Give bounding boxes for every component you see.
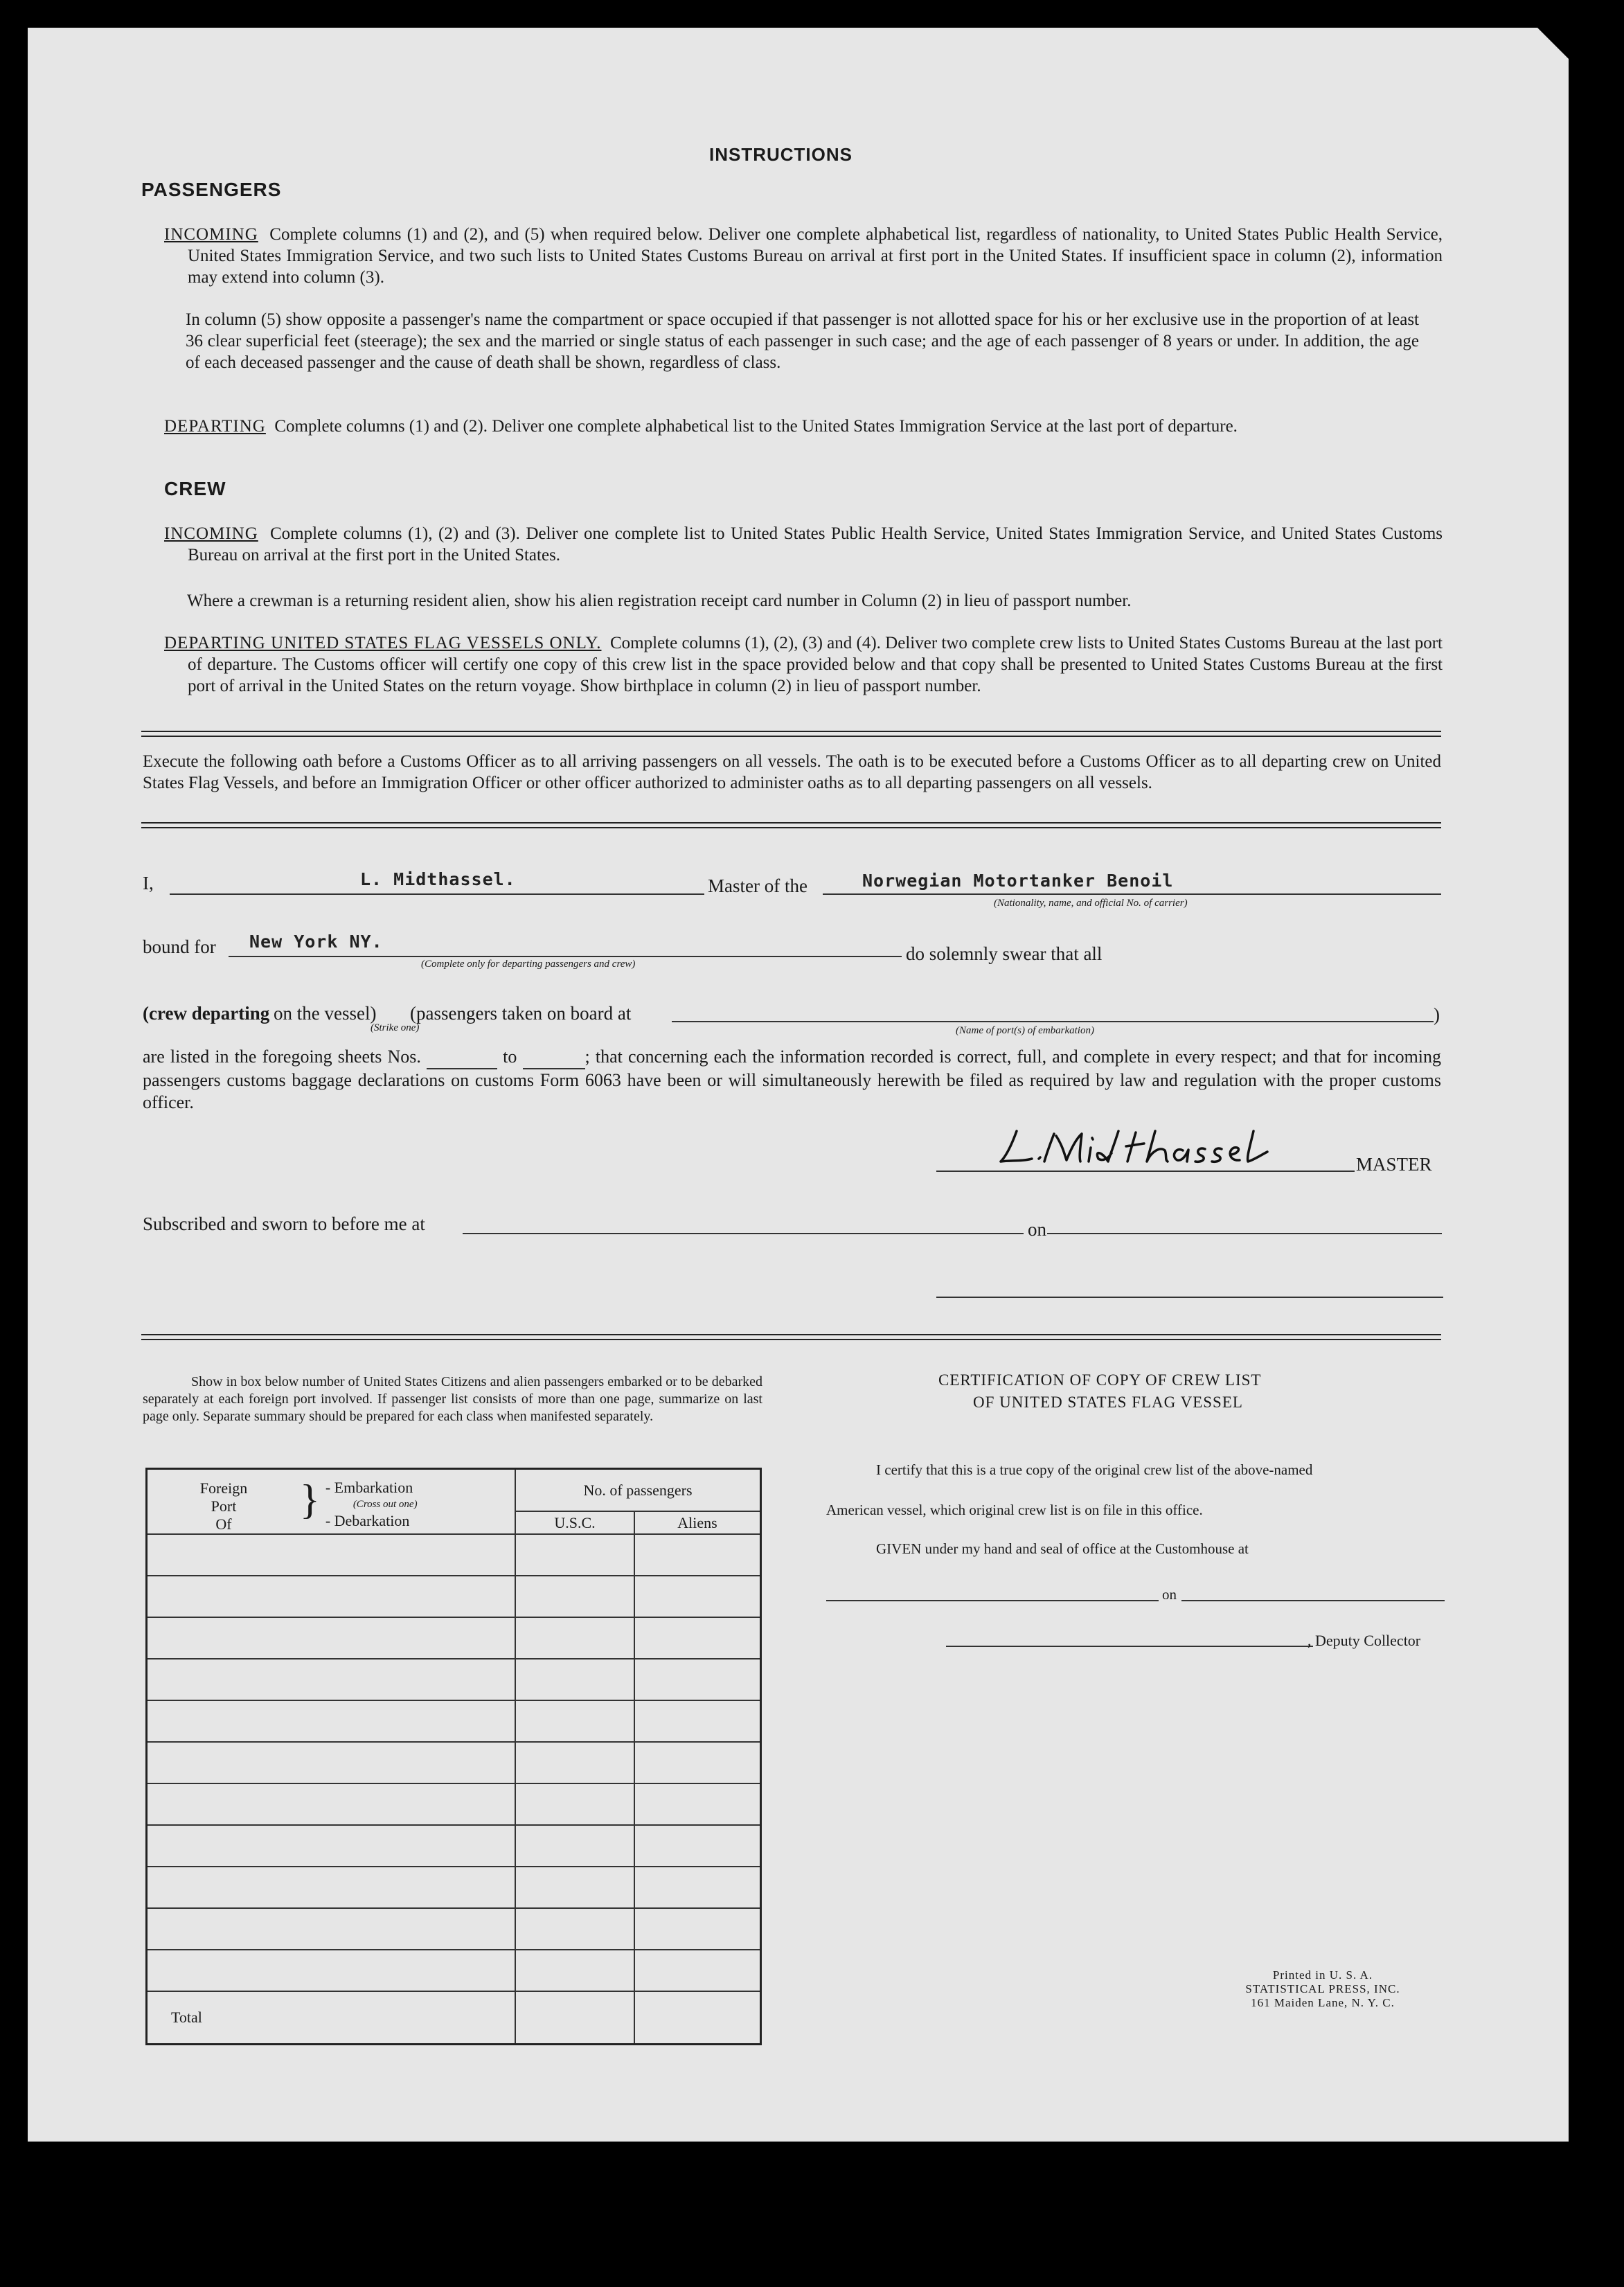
master-name-field[interactable] bbox=[170, 893, 704, 895]
deputy-collector-field[interactable] bbox=[946, 1646, 1313, 1647]
crew-incoming-text: Complete columns (1), (2) and (3). Deliver one complete list to United States Public Health Service, United States Immigration Service, and United States Customs Bureau on arrival at the first port in the United States. bbox=[188, 524, 1443, 564]
master-name-value: L. Midthassel. bbox=[360, 869, 516, 889]
aliens-cell[interactable] bbox=[634, 1576, 761, 1617]
bound-caption: (Complete only for departing passengers and crew) bbox=[421, 959, 636, 970]
master-label: MASTER bbox=[1356, 1154, 1432, 1175]
usc-cell[interactable] bbox=[515, 1534, 634, 1576]
cross-out-caption: (Cross out one) bbox=[353, 1499, 418, 1510]
aliens-header: Aliens bbox=[634, 1511, 761, 1534]
section-divider bbox=[141, 731, 1441, 737]
crew-departing-option[interactable]: (crew departing bbox=[143, 1003, 270, 1024]
usc-header: U.S.C. bbox=[515, 1511, 634, 1534]
usc-cell[interactable] bbox=[515, 1742, 634, 1783]
port-cell[interactable] bbox=[147, 1950, 516, 1991]
crew-incoming-paragraph bbox=[164, 523, 1443, 566]
table-row bbox=[147, 1783, 761, 1825]
aliens-cell[interactable] bbox=[634, 1867, 761, 1908]
passengers-departing-label: DEPARTING bbox=[164, 417, 266, 436]
usc-cell[interactable] bbox=[515, 1783, 634, 1825]
port-cell[interactable] bbox=[147, 1825, 516, 1867]
port-cell[interactable] bbox=[147, 1534, 516, 1576]
section-divider bbox=[141, 822, 1441, 828]
port-cell[interactable] bbox=[147, 1700, 516, 1742]
passengers-departing-paragraph bbox=[164, 416, 1443, 437]
aliens-cell[interactable] bbox=[634, 1534, 761, 1576]
bound-for-value: New York NY. bbox=[249, 932, 383, 952]
port-cell[interactable] bbox=[147, 1908, 516, 1950]
port-cell[interactable] bbox=[147, 1659, 516, 1700]
port-cell[interactable] bbox=[147, 1867, 516, 1908]
crew-resident-paragraph: Where a crewman is a returning resident alien, show his alien registration receipt card number in Column (2) in lieu of passport number. bbox=[187, 591, 1132, 610]
certification-title-1: CERTIFICATION OF COPY OF CREW LIST bbox=[938, 1371, 1262, 1389]
table-row bbox=[147, 1950, 761, 1991]
table-row bbox=[147, 1908, 761, 1950]
strike-caption: (Strike one) bbox=[371, 1022, 420, 1033]
passenger-summary-table bbox=[145, 1468, 762, 2045]
table-row bbox=[147, 1700, 761, 1742]
section-divider bbox=[141, 1334, 1441, 1340]
certify-line-2: American vessel, which original crew list is on file in this office. bbox=[826, 1502, 1203, 1518]
vessel-value: Norwegian Motortanker Benoil bbox=[862, 871, 1174, 891]
summary-note: Show in box below number of United States Citizens and alien passengers embarked or to be debarked separately at each foreign port involved. If passenger list consists of more than one page, summarize on last page only. Separate summary should be prepared for each class when manifested separately. bbox=[143, 1374, 762, 1424]
page-title: INSTRUCTIONS bbox=[709, 144, 853, 165]
printer-line-1: Printed in U. S. A. bbox=[1272, 1968, 1373, 1982]
sworn-on-label: on bbox=[1028, 1219, 1046, 1240]
listed-text-2: ; that concerning each the information recorded is correct, full, and complete in every respect; and that for incoming passengers customs baggage declarations on customs Form 6063 have been or will simultaneously herewith be filed as required by law and regulation with the proper customs officer. bbox=[143, 1047, 1442, 1112]
usc-cell[interactable] bbox=[515, 1576, 634, 1617]
sworn-date-field[interactable] bbox=[1047, 1233, 1442, 1234]
total-label: Total bbox=[147, 1991, 516, 2044]
sheet-from-field[interactable] bbox=[427, 1046, 497, 1069]
brace-glyph: } bbox=[300, 1477, 320, 1522]
port-line-2: Port bbox=[211, 1497, 237, 1515]
aliens-cell[interactable] bbox=[634, 1908, 761, 1950]
usc-cell[interactable] bbox=[515, 1659, 634, 1700]
crew-departing-paragraph bbox=[164, 632, 1443, 697]
printer-line-3: 161 Maiden Lane, N. Y. C. bbox=[1251, 1996, 1395, 2009]
folded-corner bbox=[1537, 28, 1579, 69]
cert-date-field[interactable] bbox=[1181, 1600, 1445, 1601]
printer-imprint bbox=[1226, 1968, 1420, 2010]
usc-cell[interactable] bbox=[515, 1950, 634, 1991]
usc-cell[interactable] bbox=[515, 1700, 634, 1742]
crew-incoming-label: INCOMING bbox=[164, 524, 258, 543]
to-label: to bbox=[503, 1047, 517, 1067]
i-label: I, bbox=[143, 873, 154, 893]
table-row bbox=[147, 1867, 761, 1908]
certification-title-2: OF UNITED STATES FLAG VESSEL bbox=[973, 1394, 1243, 1411]
oath-intro: Execute the following oath before a Customs Officer as to all arriving passengers on all vessels. The oath is to be executed before a Customs Officer as to all departing crew on United States Flag Vessels, and before an Immigration Officer or other officer authorized to administer oaths as to all departing passengers on all vessels. bbox=[143, 752, 1441, 792]
given-line: GIVEN under my hand and seal of office at the Customhouse at bbox=[876, 1540, 1249, 1557]
cert-on-label: on bbox=[1162, 1586, 1177, 1603]
close-paren: ) bbox=[1434, 1004, 1440, 1025]
ports-caption: (Name of port(s) of embarkation) bbox=[956, 1025, 1094, 1036]
aliens-cell[interactable] bbox=[634, 1700, 761, 1742]
aliens-cell[interactable] bbox=[634, 1659, 761, 1700]
passengers-departing-text: Complete columns (1) and (2). Deliver one complete alphabetical list to the United States Immigration Service at the last port of departure. bbox=[274, 417, 1238, 436]
table-row bbox=[147, 1825, 761, 1867]
subscribed-label: Subscribed and sworn to before me at bbox=[143, 1213, 425, 1234]
usc-cell[interactable] bbox=[515, 1617, 634, 1659]
swear-text: do solemnly swear that all bbox=[906, 943, 1103, 964]
port-cell[interactable] bbox=[147, 1576, 516, 1617]
aliens-cell[interactable] bbox=[634, 1783, 761, 1825]
listed-paragraph bbox=[143, 1046, 1441, 1114]
embarkation-label[interactable]: - Embarkation bbox=[325, 1479, 413, 1496]
port-cell[interactable] bbox=[147, 1742, 516, 1783]
on-vessel-text: on the vessel) bbox=[274, 1003, 377, 1024]
table-row bbox=[147, 1534, 761, 1576]
aliens-cell[interactable] bbox=[634, 1950, 761, 1991]
deputy-collector-label: , Deputy Collector bbox=[1308, 1632, 1421, 1649]
table-row bbox=[147, 1576, 761, 1617]
passengers-heading: PASSENGERS bbox=[141, 179, 282, 200]
table-row bbox=[147, 1659, 761, 1700]
usc-cell[interactable] bbox=[515, 1908, 634, 1950]
passengers-incoming-paragraph bbox=[164, 224, 1443, 288]
listed-text-1: are listed in the foregoing sheets Nos. bbox=[143, 1047, 421, 1067]
bound-for-label: bound for bbox=[143, 936, 216, 957]
crew-departing-text: Complete columns (1), (2), (3) and (4). Deliver two complete crew lists to United States Customs Bureau at the last port of departure. The Customs officer will certify one copy of this crew list in the space provided below and that copy shall be presented to United States Customs Bureau at the first port of arrival in the United States on the return voyage. Show birthplace in column (2) in lieu of passport number. bbox=[188, 634, 1443, 695]
vessel-field[interactable] bbox=[823, 893, 1441, 895]
sheet-to-field[interactable] bbox=[523, 1046, 585, 1069]
aliens-cell[interactable] bbox=[634, 1825, 761, 1867]
passengers-column5-paragraph: In column (5) show opposite a passenger's name the compartment or space occupied if that passenger is not allotted space for his or her exclusive use in the proportion of at least 36 clear superficial feet (steerage); the sex and the married or single status of each passenger in such case; and the age of each passenger of 8 years or under. In addition, the age of each deceased passenger and the cause of death shall be shown, regardless of class. bbox=[186, 310, 1419, 372]
certify-line-1: I certify that this is a true copy of the original crew list of the above-named bbox=[876, 1461, 1313, 1478]
port-cell[interactable] bbox=[147, 1617, 516, 1659]
printer-line-2: STATISTICAL PRESS, INC. bbox=[1245, 1982, 1400, 1995]
port-line-1: Foreign bbox=[199, 1479, 248, 1497]
bound-for-field[interactable] bbox=[229, 956, 902, 957]
foreign-port-header bbox=[147, 1469, 516, 1535]
sworn-place-field[interactable] bbox=[463, 1233, 1024, 1234]
crew-heading: CREW bbox=[164, 478, 226, 499]
aliens-cell[interactable] bbox=[634, 1742, 761, 1783]
embarkation-ports-field[interactable] bbox=[672, 1021, 1434, 1022]
debarkation-label[interactable]: - Debarkation bbox=[325, 1512, 410, 1529]
port-line-3: Of bbox=[215, 1515, 232, 1533]
officer-signature-field[interactable] bbox=[936, 1297, 1443, 1298]
passengers-incoming-label: INCOMING bbox=[164, 225, 258, 244]
no-passengers-header: No. of passengers bbox=[515, 1469, 761, 1512]
table-row bbox=[147, 1617, 761, 1659]
vessel-caption: (Nationality, name, and official No. of carrier) bbox=[994, 898, 1188, 909]
master-signature bbox=[990, 1119, 1350, 1174]
crew-departing-label: DEPARTING UNITED STATES FLAG VESSELS ONLY. bbox=[164, 634, 602, 652]
total-usc-cell[interactable] bbox=[515, 1991, 634, 2044]
master-of-label: Master of the bbox=[708, 875, 807, 896]
port-cell[interactable] bbox=[147, 1783, 516, 1825]
signature-line[interactable] bbox=[936, 1171, 1355, 1172]
aliens-cell[interactable] bbox=[634, 1617, 761, 1659]
usc-cell[interactable] bbox=[515, 1825, 634, 1867]
passengers-taken-option[interactable]: (passengers taken on board at bbox=[410, 1003, 632, 1024]
table-row bbox=[147, 1742, 761, 1783]
usc-cell[interactable] bbox=[515, 1867, 634, 1908]
customhouse-field[interactable] bbox=[826, 1600, 1159, 1601]
passengers-incoming-text: Complete columns (1) and (2), and (5) when required below. Deliver one complete alphabetical list, regardless of nationality, to United States Public Health Service, United States Immigration Service, and two such lists to United States Customs Bureau on arrival at first port in the United States. If insufficient space in column (2), information may extend into column (3). bbox=[188, 225, 1443, 287]
total-aliens-cell[interactable] bbox=[634, 1991, 761, 2044]
